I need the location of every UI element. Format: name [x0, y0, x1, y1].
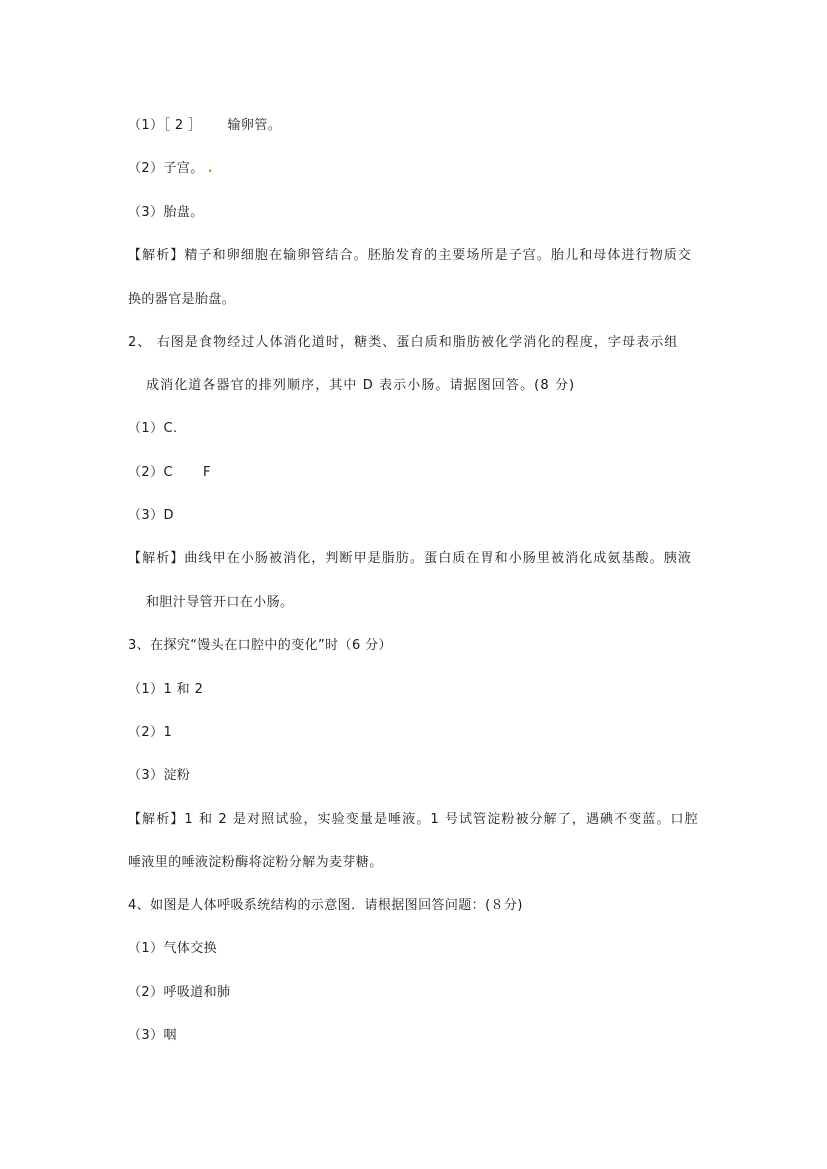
- q1-analysis-line-1: 【解析】精子和卵细胞在输卵管结合。胚胎发育的主要场所是子宫。胎儿和母体进行物质交: [128, 248, 693, 263]
- q2-answer-1: （1）C.: [128, 421, 178, 436]
- q1-answer-2: [128, 157, 213, 176]
- yellow-dot-mark: .: [207, 161, 214, 176]
- q1-answer-2-text: （2）子宫。: [128, 161, 204, 176]
- q2-question-line-1: 2、 右图是食物经过人体消化道时，糖类、蛋白质和脂肪被化学消化的程度，字母表示组: [128, 335, 679, 350]
- q1-answer-1-prefix: （1）［ 2 ］: [128, 118, 202, 133]
- q3-answer-2: （2）1: [128, 725, 173, 740]
- q3-analysis-line-1: 【解析】1 和 2 是对照试验，实验变量是唾液。1 号试管淀粉被分解了，遇碘不变蓝。口腔: [128, 812, 699, 827]
- q1-answer-1-text: 输卵管。: [227, 118, 282, 133]
- q1-answer-1: [128, 114, 281, 133]
- q2-question-line-2: 成消化道各器官的排列顺序，其中 D 表示小肠。请据图回答。(8 分): [146, 378, 576, 393]
- q2-analysis-line-1: 【解析】曲线甲在小肠被消化，判断甲是脂肪。蛋白质在胃和小肠里被消化成氨基酸。胰液: [128, 551, 693, 566]
- q1-analysis-line-2: 换的器官是胎盘。: [128, 292, 236, 307]
- q3-answer-3: （3）淀粉: [128, 768, 191, 783]
- q3-question: 3、在探究“馒头在口腔中的变化”时（6 分）: [128, 638, 392, 653]
- q1-answer-3: （3）胎盘。: [128, 205, 204, 220]
- q4-answer-3: （3）咽: [128, 1028, 177, 1043]
- q4-answer-2: （2）呼吸道和肺: [128, 985, 231, 1000]
- q2-answer-2-text: F: [202, 465, 211, 480]
- q3-answer-1: （1）1 和 2: [128, 682, 204, 697]
- q4-question: 4、如图是人体呼吸系统结构的示意图．请根据图回答问题：(８分): [128, 898, 523, 913]
- q2-answer-3: （3）D: [128, 508, 174, 523]
- q2-answer-2: [128, 461, 211, 480]
- q4-answer-1: （1）气体交换: [128, 941, 218, 956]
- q3-analysis-line-2: 唾液里的唾液淀粉酶将淀粉分解为麦芽糖。: [128, 855, 383, 870]
- q2-analysis-line-2: 和胆汁导管开口在小肠。: [146, 595, 294, 610]
- q2-answer-2-prefix: （2）C: [128, 465, 173, 480]
